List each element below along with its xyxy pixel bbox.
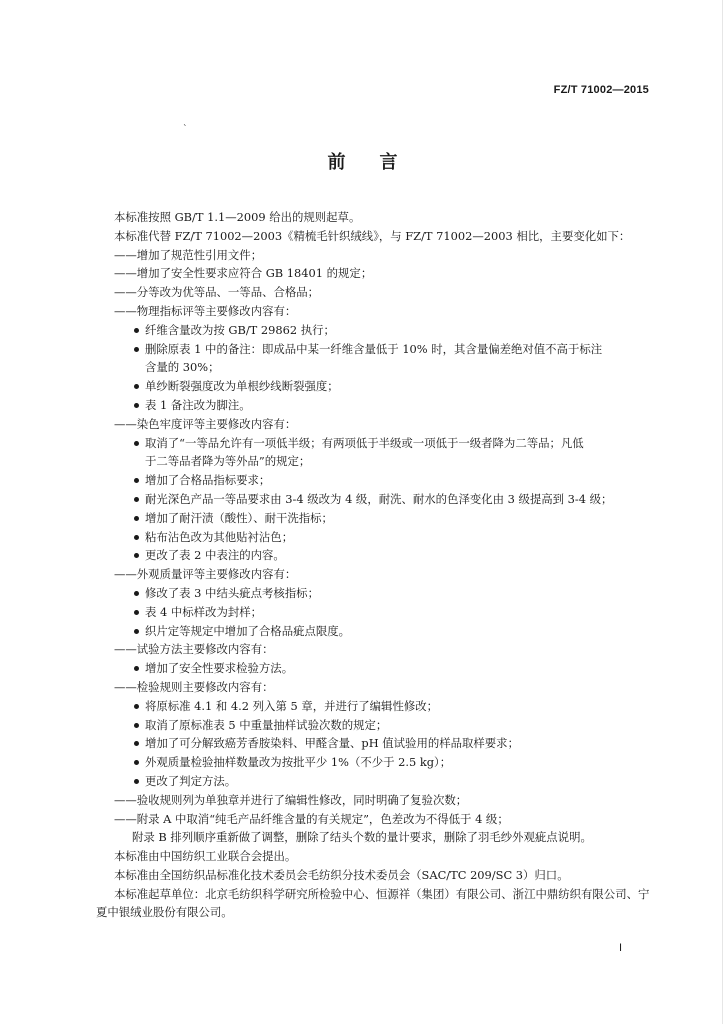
bullet-item — [96, 772, 654, 791]
bullet-continuation: 于二等品者降为等外品”的规定； — [145, 454, 311, 469]
bullet-item — [96, 396, 654, 415]
bullet-item — [96, 734, 654, 753]
bullet-icon — [134, 535, 139, 540]
standard-code: FZ/T 71002—2015 — [553, 84, 649, 96]
bullet-text: 删除原表 1 中的备注：即成品中某一纤维含量低于 10% 时，其含量偏差绝对值不高于标注 — [145, 341, 603, 356]
bullet-text: 外观质量检验抽样数量改为按批平少 1%（不少于 2.5 kg）； — [145, 755, 452, 770]
paragraph: 本标准由中国纺织工业联合会提出。 — [114, 849, 297, 864]
bullet-text: 取消了原标准表 5 中重量抽样试验次数的规定； — [145, 717, 388, 732]
paragraph: 本标准由全国纺织品标准化技术委员会毛纺织分技术委员会（SAC/TC 209/SC 3）归口。 — [114, 867, 569, 882]
bullet-item — [96, 546, 654, 565]
bullet-item — [96, 622, 654, 641]
bullet-icon — [134, 610, 139, 615]
paragraph: 本标准按照 GB/T 1.1—2009 给出的规则起草。 — [114, 210, 361, 224]
foreword-body — [96, 208, 654, 922]
bullet-item — [96, 659, 654, 678]
change-item: ——验收规则列为单独章并进行了编辑性修改，同时明确了复验次数； — [114, 792, 468, 807]
change-item: ——增加了规范性引用文件； — [114, 247, 263, 262]
bullet-icon — [134, 779, 139, 784]
change-item: ——附录 A 中取消“纯毛产品纤维含量的有关规定”，色差改为不得低于 4 级； — [114, 811, 509, 826]
bullet-text: 更改了表 2 中表注的内容。 — [145, 548, 285, 563]
scan-mark: ` — [183, 125, 188, 135]
bullet-item — [96, 377, 654, 396]
change-item: ——外观质量评等主要修改内容有： — [114, 567, 297, 582]
change-item: ——物理指标评等主要修改内容有： — [114, 303, 297, 318]
bullet-icon — [134, 328, 139, 333]
bullet-item — [96, 753, 654, 772]
bullet-icon — [134, 723, 139, 728]
bullet-text: 将原标准 4.1 和 4.2 列入第 5 章，并进行了编辑性修改； — [145, 698, 439, 713]
bullet-text: 更改了判定方法。 — [145, 773, 237, 788]
change-item: ——增加了安全性要求应符合 GB 18401 的规定； — [114, 266, 373, 281]
bullet-item — [96, 321, 654, 340]
paragraph: 附录 B 排列顺序重新做了调整，删除了结头个数的量计要求，删除了羽毛纱外观疵点说明。 — [132, 830, 592, 845]
page-title: 前言 — [327, 152, 432, 173]
bullet-item — [96, 471, 654, 490]
bullet-icon — [134, 741, 139, 746]
bullet-text: 单纱断裂强度改为单根纱线断裂强度； — [145, 379, 339, 394]
bullet-item — [96, 528, 654, 547]
bullet-icon — [134, 441, 139, 446]
bullet-text: 增加了耐汗渍（酸性）、耐干洗指标； — [145, 510, 333, 525]
bullet-icon — [134, 403, 139, 408]
bullet-text: 粘布沾色改为其他贴衬沾色； — [145, 529, 294, 544]
bullet-item — [96, 509, 654, 528]
bullet-icon — [134, 347, 139, 352]
bullet-icon — [134, 760, 139, 765]
bullet-item — [96, 603, 654, 622]
page-number: I — [619, 942, 623, 954]
paragraph: 本标准代替 FZ/T 71002—2003《精梳毛针织绒线》，与 FZ/T 71002—2003 相比，主要变化如下： — [114, 228, 631, 243]
bullet-continuation: 含量的 30%； — [145, 360, 220, 375]
bullet-icon — [134, 384, 139, 389]
bullet-text: 增加了可分解致癌芳香胺染料、甲醛含量、pH 值试验用的样品取样要求； — [145, 736, 519, 751]
bullet-text: 取消了“一等品允许有一项低半级；有两项低于半级或一项低于一级者降为二等品；凡低 — [145, 435, 584, 450]
bullet-icon — [134, 497, 139, 502]
bullet-icon — [134, 629, 139, 634]
bullet-item — [96, 490, 654, 509]
change-item: ——染色牢度评等主要修改内容有： — [114, 416, 297, 431]
bullet-item — [96, 716, 654, 735]
bullet-icon — [134, 553, 139, 558]
change-item: ——分等改为优等品、一等品、合格品； — [114, 285, 320, 300]
bullet-icon — [134, 478, 139, 483]
bullet-text: 纤维含量改为按 GB/T 29862 执行； — [145, 322, 335, 337]
bullet-item — [96, 697, 654, 716]
paragraph: 本标准起草单位：北京毛纺织科学研究所检验中心、恒源祥（集团）有限公司、浙江中鼎纺织有限公司、宁夏中银绒业股份有限公司。 — [96, 886, 650, 920]
change-item: ——检验规则主要修改内容有： — [114, 679, 274, 694]
bullet-text: 增加了合格品指标要求； — [145, 473, 271, 488]
bullet-icon — [134, 591, 139, 596]
bullet-item — [96, 340, 654, 359]
change-item: ——试验方法主要修改内容有： — [114, 642, 274, 657]
bullet-icon — [134, 516, 139, 521]
bullet-item — [96, 434, 654, 453]
bullet-text: 表 4 中标样改为封样； — [145, 604, 263, 619]
bullet-text: 增加了安全性要求检验方法。 — [145, 661, 294, 676]
bullet-text: 织片定等规定中增加了合格品疵点限度。 — [145, 623, 351, 638]
bullet-text: 表 1 备注改为脚注。 — [145, 397, 251, 412]
bullet-icon — [134, 666, 139, 671]
bullet-text: 修改了表 3 中结头疵点考核指标； — [145, 585, 319, 600]
bullet-item — [96, 584, 654, 603]
bullet-icon — [134, 704, 139, 709]
bullet-text: 耐光深色产品一等品要求由 3-4 级改为 4 级，耐洗、耐水的色泽变化由 3 级提高到 3-4 级； — [145, 491, 613, 506]
